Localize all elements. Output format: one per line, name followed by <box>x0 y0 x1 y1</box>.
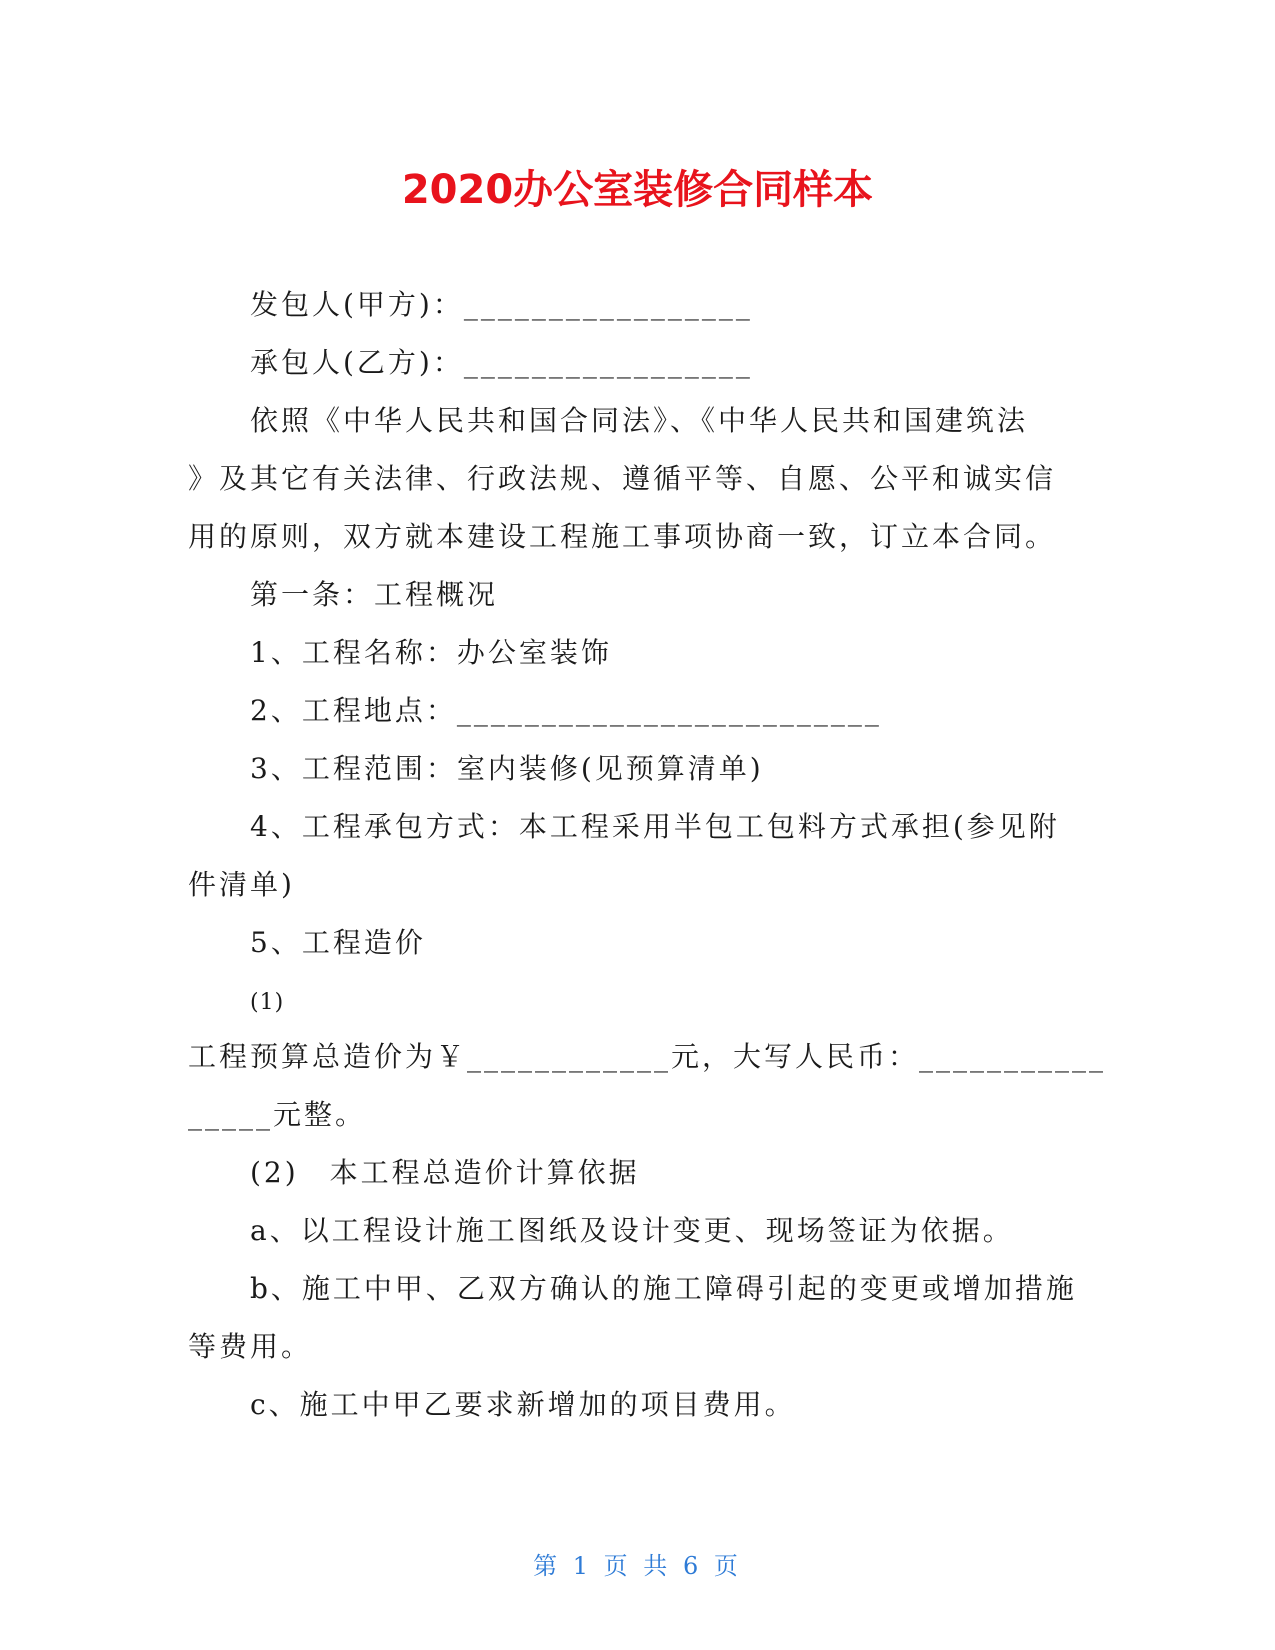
cost-basis-b-line-1: b、施工中甲、乙双方确认的施工障碍引起的变更或增加措施 <box>250 1272 1077 1305</box>
cost-basis-a: a、以工程设计施工图纸及设计变更、现场签证为依据。 <box>250 1214 1014 1247</box>
item-one-marker: (1) <box>250 990 285 1015</box>
cost-basis-heading: (2) 本工程总造价计算依据 <box>250 1156 640 1189</box>
cost-basis-b-line-2: 等费用。 <box>188 1330 313 1363</box>
contract-method-line-1: 4、工程承包方式：本工程采用半包工包料方式承担(参见附 <box>250 810 1060 843</box>
page-number-footer: 第 1 页 共 6 页 <box>533 1552 742 1580</box>
party-b-line: 承包人(乙方)：_________________ <box>250 346 753 379</box>
document-title: 2020办公室装修合同样本 <box>401 167 874 213</box>
cost-basis-c: c、施工中甲乙要求新增加的项目费用。 <box>250 1388 796 1421</box>
article-one-heading: 第一条：工程概况 <box>250 578 499 611</box>
party-a-line: 发包人(甲方)：_________________ <box>250 288 753 321</box>
contract-method-line-2: 件清单) <box>188 868 295 901</box>
project-cost-heading: 5、工程造价 <box>250 926 426 959</box>
project-location-line: 2、工程地点：_________________________ <box>250 694 882 727</box>
preamble-line-3: 用的原则，双方就本建设工程施工事项协商一致，订立本合同。 <box>188 520 1057 553</box>
preamble-line-2: 》及其它有关法律、行政法规、遵循平等、自愿、公平和诚实信 <box>188 462 1057 495</box>
project-scope-line: 3、工程范围：室内装修(见预算清单) <box>250 752 764 785</box>
preamble-line-1: 依照《中华人民共和国合同法》、《中华人民共和国建筑法 <box>250 404 1029 437</box>
total-cost-line-2: _____元整。 <box>188 1098 367 1131</box>
project-name-line: 1、工程名称：办公室装饰 <box>250 636 612 669</box>
total-cost-line-1: 工程预算总造价为￥____________元，大写人民币：___________ <box>188 1040 1107 1073</box>
